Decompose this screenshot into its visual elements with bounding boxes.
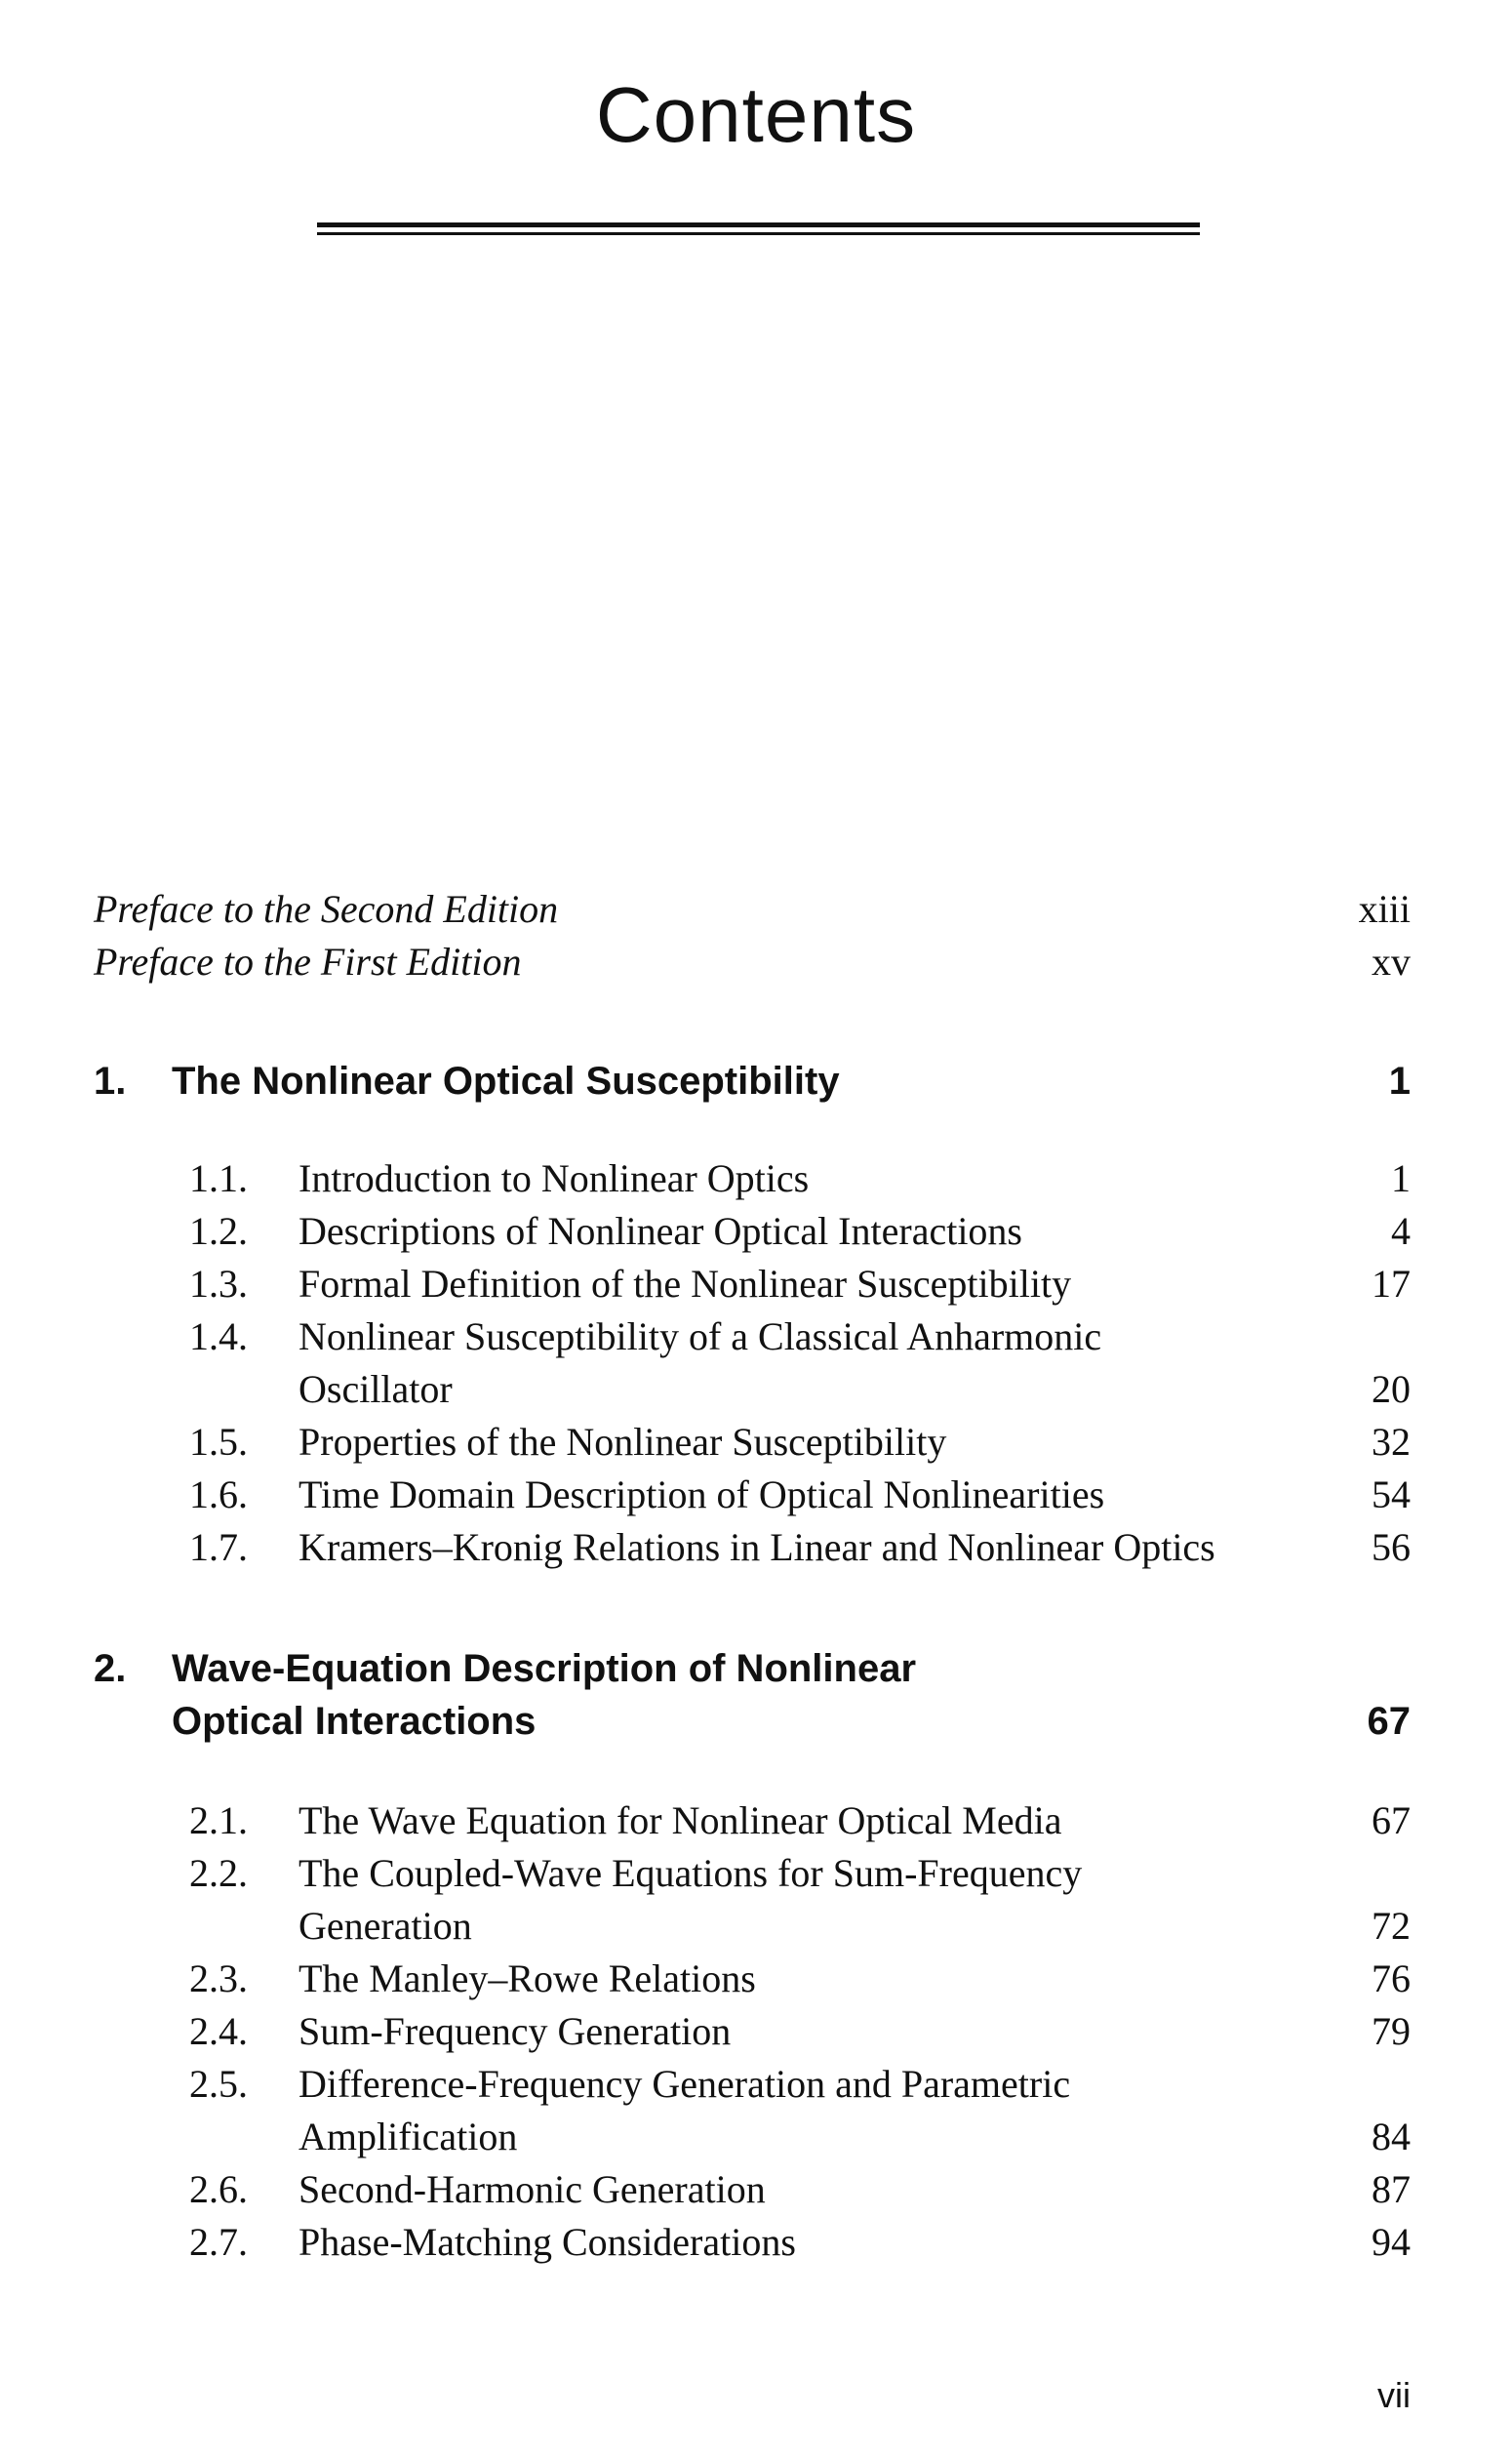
toc-section-1-6[interactable] bbox=[0, 1469, 1512, 1521]
section-page: 84 bbox=[1372, 2115, 1411, 2158]
section-title-continued: Amplification bbox=[298, 2115, 518, 2158]
section-page: 32 bbox=[1372, 1420, 1411, 1464]
section-page: 4 bbox=[1391, 1209, 1411, 1253]
section-number: 2.2. bbox=[189, 1851, 248, 1895]
section-number: 2.3. bbox=[189, 1956, 248, 2000]
section-title: Nonlinear Susceptibility of a Classical Anharmonic bbox=[298, 1314, 1102, 1358]
section-title: Time Domain Description of Optical Nonlinearities bbox=[298, 1472, 1105, 1516]
section-title: Properties of the Nonlinear Susceptibility bbox=[298, 1420, 947, 1464]
chapter-title-continued: Optical Interactions bbox=[172, 1700, 537, 1743]
title-rule-top bbox=[317, 222, 1200, 227]
toc-section-2-2[interactable] bbox=[0, 1847, 1512, 1900]
toc-section-2-5-continued[interactable] bbox=[0, 2111, 1512, 2163]
section-page: 76 bbox=[1372, 1956, 1411, 2000]
section-page: 87 bbox=[1372, 2167, 1411, 2211]
toc-chapter-2[interactable] bbox=[0, 1642, 1512, 1695]
section-number: 2.6. bbox=[189, 2167, 248, 2211]
section-title-continued: Generation bbox=[298, 1904, 472, 1948]
section-title: Kramers–Kronig Relations in Linear and Nonlinear Optics bbox=[298, 1525, 1215, 1569]
toc-entry-preface-first[interactable] bbox=[0, 936, 1512, 988]
section-page: 72 bbox=[1372, 1904, 1411, 1948]
section-title: Difference-Frequency Generation and Parametric bbox=[298, 2062, 1071, 2106]
section-number: 2.7. bbox=[189, 2220, 248, 2264]
section-title-continued: Oscillator bbox=[298, 1367, 453, 1411]
toc-entry-page: xv bbox=[1372, 940, 1411, 984]
toc-section-1-4-continued[interactable] bbox=[0, 1363, 1512, 1416]
section-title: Formal Definition of the Nonlinear Susceptibility bbox=[298, 1262, 1072, 1306]
section-title: Descriptions of Nonlinear Optical Interactions bbox=[298, 1209, 1022, 1253]
section-number: 2.4. bbox=[189, 2009, 248, 2053]
toc-entry-preface-second[interactable] bbox=[0, 883, 1512, 936]
section-title: The Manley–Rowe Relations bbox=[298, 1956, 756, 2000]
toc-section-2-3[interactable] bbox=[0, 1953, 1512, 2005]
toc-chapter-2-continued[interactable] bbox=[0, 1695, 1512, 1748]
toc-section-1-3[interactable] bbox=[0, 1258, 1512, 1310]
chapter-title: Wave-Equation Description of Nonlinear bbox=[172, 1647, 917, 1690]
chapter-number: 1. bbox=[94, 1060, 127, 1103]
toc-section-1-1[interactable] bbox=[0, 1152, 1512, 1205]
toc-entry-page: xiii bbox=[1358, 887, 1411, 931]
toc-entry-title: Preface to the Second Edition bbox=[94, 887, 559, 931]
toc-section-1-7[interactable] bbox=[0, 1521, 1512, 1574]
section-number: 2.5. bbox=[189, 2062, 248, 2106]
section-title: Second-Harmonic Generation bbox=[298, 2167, 766, 2211]
toc-chapter-1[interactable] bbox=[0, 1055, 1512, 1108]
section-page: 79 bbox=[1372, 2009, 1411, 2053]
section-number: 1.4. bbox=[189, 1314, 248, 1358]
chapter-page: 67 bbox=[1367, 1700, 1411, 1743]
section-number: 2.1. bbox=[189, 1798, 248, 1842]
title-rule-bottom bbox=[317, 232, 1200, 235]
toc-section-2-5[interactable] bbox=[0, 2058, 1512, 2111]
section-title: The Coupled-Wave Equations for Sum-Frequency bbox=[298, 1851, 1083, 1895]
section-page: 56 bbox=[1372, 1525, 1411, 1569]
page-title: Contents bbox=[595, 71, 917, 158]
section-page: 54 bbox=[1372, 1472, 1411, 1516]
toc-section-2-1[interactable] bbox=[0, 1794, 1512, 1847]
section-title: Introduction to Nonlinear Optics bbox=[298, 1156, 810, 1200]
section-number: 1.3. bbox=[189, 1262, 248, 1306]
section-title: The Wave Equation for Nonlinear Optical Media bbox=[298, 1798, 1062, 1842]
section-number: 1.6. bbox=[189, 1472, 248, 1516]
toc-section-1-4[interactable] bbox=[0, 1310, 1512, 1363]
toc-section-2-2-continued[interactable] bbox=[0, 1900, 1512, 1953]
page-folio: vii bbox=[1377, 2375, 1411, 2415]
toc-section-2-6[interactable] bbox=[0, 2163, 1512, 2216]
chapter-number: 2. bbox=[94, 1647, 127, 1690]
toc-section-1-2[interactable] bbox=[0, 1205, 1512, 1258]
section-page: 67 bbox=[1372, 1798, 1411, 1842]
section-page: 17 bbox=[1372, 1262, 1411, 1306]
section-number: 1.1. bbox=[189, 1156, 248, 1200]
section-title: Sum-Frequency Generation bbox=[298, 2009, 732, 2053]
section-number: 1.5. bbox=[189, 1420, 248, 1464]
chapter-page: 1 bbox=[1388, 1060, 1411, 1103]
section-number: 1.2. bbox=[189, 1209, 248, 1253]
toc-section-2-7[interactable] bbox=[0, 2216, 1512, 2269]
section-number: 1.7. bbox=[189, 1525, 248, 1569]
toc-entry-title: Preface to the First Edition bbox=[94, 940, 522, 984]
chapter-title: The Nonlinear Optical Susceptibility bbox=[172, 1060, 840, 1103]
section-title: Phase-Matching Considerations bbox=[298, 2220, 796, 2264]
section-page: 1 bbox=[1391, 1156, 1411, 1200]
toc-section-1-5[interactable] bbox=[0, 1416, 1512, 1469]
section-page: 94 bbox=[1372, 2220, 1411, 2264]
section-page: 20 bbox=[1372, 1367, 1411, 1411]
toc-section-2-4[interactable] bbox=[0, 2005, 1512, 2058]
